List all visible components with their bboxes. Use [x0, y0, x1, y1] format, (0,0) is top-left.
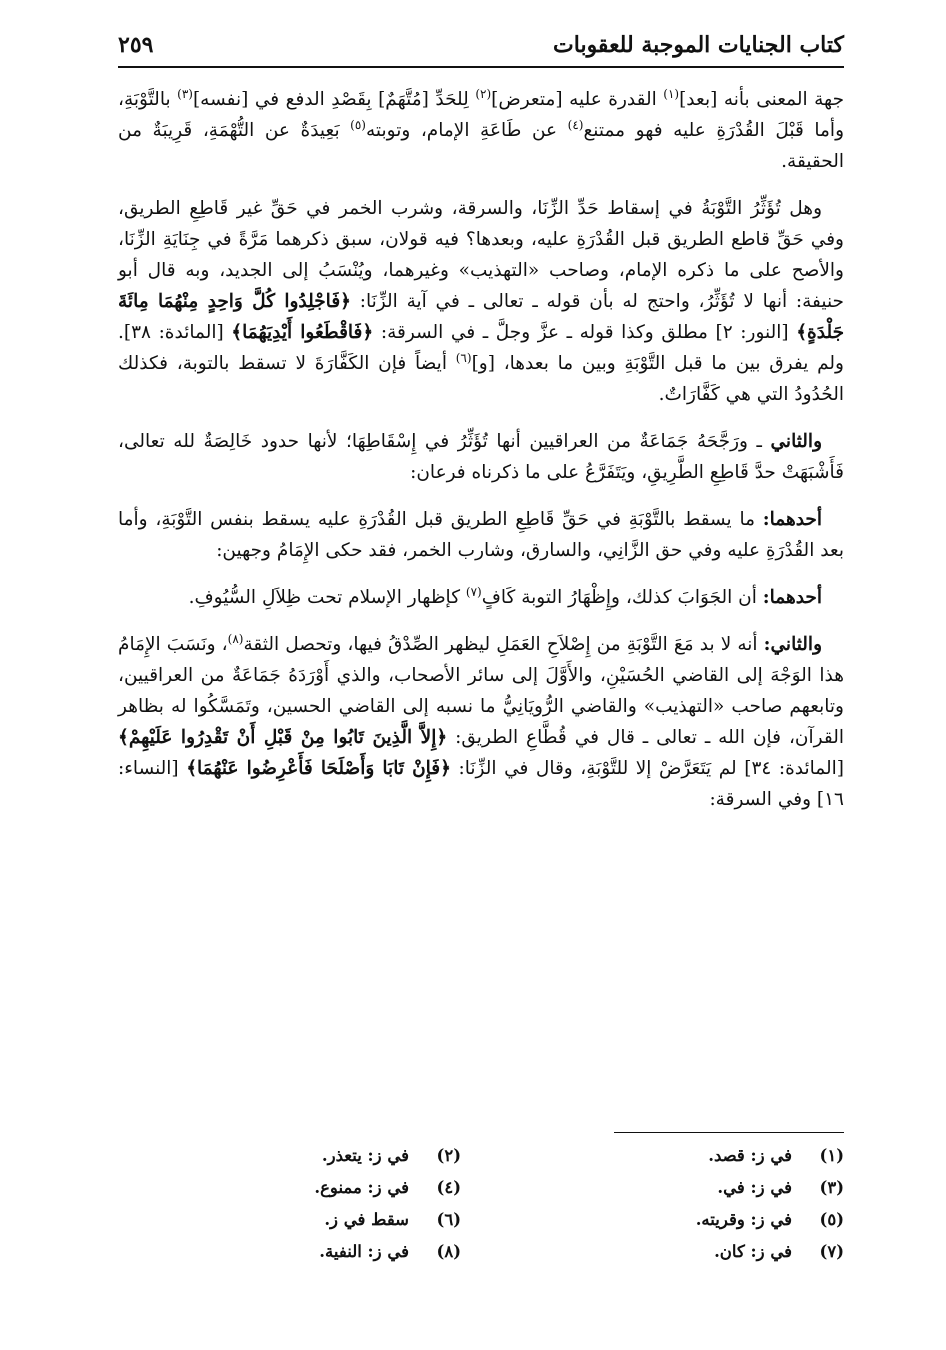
footnote-ref: (٤) — [567, 117, 584, 132]
footnote-ref: (٣) — [177, 86, 193, 101]
footnote-text: في ز: في. — [717, 1178, 792, 1197]
footnote-number: (٦) — [436, 1210, 461, 1229]
footnote-ref: (١) — [663, 86, 680, 101]
text-segment: القدرة عليه [متعرض] — [491, 89, 664, 110]
quran-verse: ﴿إِلاَّ الَّذِينَ تَابُوا مِنْ قَبْلِ أَنْ تَقْدِرُوا عَلَيْهِمْ﴾ — [118, 727, 448, 748]
footnote-ref: (٨) — [227, 631, 244, 646]
paragraph-6 — [118, 629, 844, 815]
text-segment: ما يسقط بالتَّوْبَةِ في حَقِّ قَاطِعِ الطريق قبل القُدْرَةِ عليه يسقط بنفس التَّوْبَةِ، وأما بعد القُدْرَةِ عليه وفي حق الزَّانِي، والسارق، وشارب الخمر، فقد حكى الإِمَامُ وجهين: — [118, 509, 844, 561]
section-term: والثاني: — [763, 634, 822, 655]
footnote-text: في ز: يتعذر. — [321, 1146, 409, 1165]
footnote-divider — [614, 1132, 844, 1133]
footnote-ref: (٦) — [455, 350, 472, 365]
text-segment: عن طَاعَةِ الإمام، وتوبته — [365, 120, 568, 141]
paragraph-3 — [118, 426, 844, 488]
text-segment: لِلحَدِّ [مُتَّهَمٌ] بِقَصْدِ الدفع في [نفسه] — [192, 89, 476, 110]
text-segment: أيضاً فإن الكَفَّارَةَ لا تسقط بالتوبة، فكذلك الحُدُودُ التي هي كَفَّارَاتٌ. — [118, 353, 844, 405]
paragraph-4 — [118, 504, 844, 566]
text-segment: [النساء: ١٦] وفي السرقة: — [118, 758, 844, 810]
text-segment: أنه لا بد مَعَ التَّوْبَةِ من إِصْلاَحِ العَمَلِ ليظهر الصِّدْقُ فيها، وتحصل الثقة — [243, 634, 764, 655]
main-text — [118, 84, 844, 831]
footnote-text: في ز: ممنوع. — [314, 1178, 409, 1197]
footnote-text: في ز: قصد. — [708, 1146, 792, 1165]
footnote-item — [501, 1206, 844, 1234]
quran-verse: ﴿فَإِنْ تَابَا وَأَصْلَحَا فَأَعْرِضُوا عَنْهُمَا﴾ — [186, 758, 451, 779]
footnote-item — [118, 1206, 461, 1234]
footnote-text: في ز: النفية. — [319, 1242, 409, 1261]
text-segment: بالتَّوْبَةِ، وأما قَبْلَ القُدْرَةِ عليه فهو ممتنع — [118, 89, 844, 141]
section-term: أحدهما: — [762, 587, 822, 608]
running-title: كتاب الجنايات الموجبة للعقوبات — [553, 32, 844, 58]
footnote-number: (٢) — [436, 1146, 461, 1165]
text-segment: أن الجَوَابَ كذلك، وإِظْهَارُ التوبة كَافٍ — [481, 587, 763, 608]
footnote-ref: (٢) — [475, 86, 492, 101]
text-segment: ـ ورَجَّحَهُ جَمَاعَةٌ من العراقيين أنها تُؤَثِّرُ في إِسْقَاطِهَا؛ لأنها حدود خَالِصَةٌ لله تعالى، فَأَشْبَهَتْ حدَّ قَاطِعِ الطَّرِيقِ، ويَتَفَرَّعُ على ما ذكرناه فرعان: — [118, 431, 844, 483]
footnote-text: في ز: كان. — [714, 1242, 792, 1261]
footnote-item — [118, 1142, 461, 1170]
text-segment: [المائدة: ٣٨]. ولم يفرق بين ما قبل التَّوْبَةِ وبين ما بعدها، [و] — [118, 322, 844, 374]
footnote-text: في ز: وقريته. — [695, 1210, 792, 1229]
text-segment: جهة المعنى بأنه [بعد] — [679, 89, 844, 110]
footnote-number: (١) — [819, 1146, 844, 1165]
footnote-item — [501, 1174, 844, 1202]
text-segment: كإظهار الإسلام تحت ظِلاَلِ السُّيُوفِ. — [188, 587, 466, 608]
text-segment: [المائدة: ٣٤] لم يَتَعَرَّضْ إلا للتَّوْبَةِ، وقال في الزِّنَا: — [451, 758, 844, 779]
footnote-number: (٤) — [436, 1178, 461, 1197]
footnote-item — [118, 1174, 461, 1202]
footnote-ref: (٥) — [350, 117, 366, 132]
footnote-item — [501, 1238, 844, 1266]
paragraph-5 — [118, 582, 844, 613]
text-segment: ، ونَسَبَ الإِمَامُ هذا الوَجْهَ إلى القاضي الحُسَيْنِ، والأَوَّلَ إلى سائر الأصحاب، والذي أَوْرَدَهُ جَمَاعَةٌ من العراقيين، وتابعهم صاحب «التهذيب» والقاضي الرُّويَانِيُّ ما نسبه إلى القاضي الحسين، وتَمَسَّكُوا له بظاهر القرآن، فإن الله ـ تعالى ـ قال في قُطَّاعِ الطريق: — [118, 634, 844, 748]
page-header — [118, 28, 844, 62]
footnote-item — [501, 1142, 844, 1170]
text-segment: بَعِيدَةٌ عن التُّهْمَةِ، قَرِيبَةٌ من الحقيقة. — [118, 120, 844, 172]
footnote-text: سقط في ز. — [324, 1210, 409, 1229]
footnote-number: (٥) — [819, 1210, 844, 1229]
section-term: أحدهما: — [762, 509, 822, 530]
footnote-number: (٣) — [819, 1178, 844, 1197]
footnote-ref: (٧) — [465, 584, 482, 599]
header-divider — [118, 66, 844, 68]
text-segment: [النور: ٢] مطلق وكذا قوله ـ عزَّ وجلَّ ـ في السرقة: — [373, 322, 797, 343]
text-segment: وهل تُؤَثِّرُ التَّوْبَةُ في إسقاط حَدِّ الزِّنَا، والسرقة، وشرب الخمر في حَقِّ غير قَاطِعِ الطريق، وفي حَقِّ قاطع الطريق قبل القُدْرَةِ عليه، وبعدها؟ فيه قولان، سبق ذكرهما مَرَّةً في جِنَايَةِ الزِّنَا، والأصح على ما ذكره الإمام، وصاحب «التهذيب» وغيرهما، ويُنْسَبُ إلى الجديد، وبه قال أبو حنيفة: أنها لا تُؤَثِّرُ، واحتج له بأن قوله ـ تعالى ـ في آية الزِّنَا: — [118, 198, 844, 312]
quran-verse: ﴿فَاجْلِدُوا كُلَّ وَاحِدٍ مِنْهُمَا مِائَةَ جَلْدَةٍ﴾ — [118, 291, 845, 343]
section-term: والثاني — [770, 431, 822, 452]
footnotes — [118, 1142, 844, 1266]
footnote-item — [118, 1238, 461, 1266]
footnote-number: (٨) — [436, 1242, 461, 1261]
paragraph-2 — [118, 193, 844, 410]
footnote-number: (٧) — [819, 1242, 844, 1261]
quran-verse: ﴿فَاقْطَعُوا أَيْدِيَهُمَا﴾ — [231, 322, 374, 343]
page-number: ٢٥٩ — [118, 32, 154, 58]
paragraph-1 — [118, 84, 844, 177]
